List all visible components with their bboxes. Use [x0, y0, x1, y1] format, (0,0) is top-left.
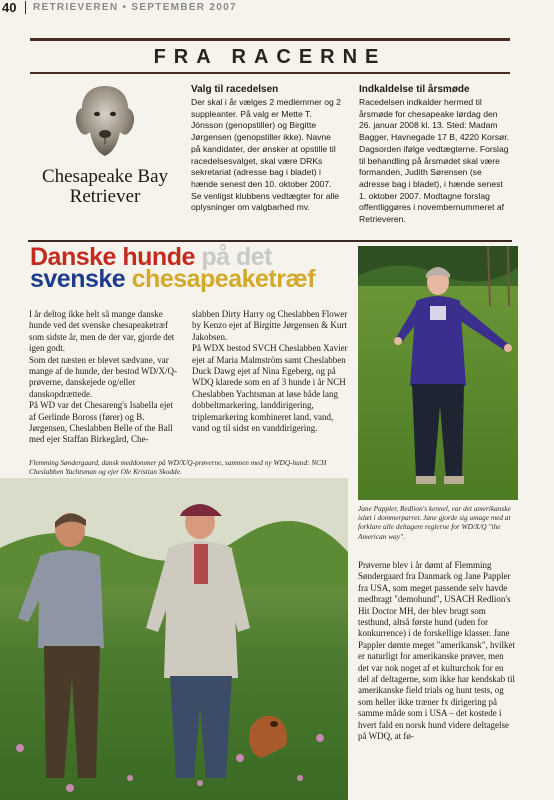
banner-top-rule — [30, 38, 510, 41]
headline-part2: på det — [194, 243, 272, 271]
breed-logo-line2: Retriever — [69, 186, 141, 207]
headline-part3: svenske — [30, 265, 126, 293]
breed-logo — [30, 82, 180, 210]
section-title: FRA RACERNE — [153, 46, 387, 68]
body-col1-para3: På WD var det Chesareng's Isabella ejet af Gerlinde Boross (fører) og B. Jørgensen, Cheslabben Belle of the Ball med ejer Staffan Birkegård, Che- — [29, 400, 173, 445]
page-number: 40 — [2, 0, 17, 15]
photo-judges-with-dog — [0, 478, 348, 800]
article-annual-meeting — [359, 84, 511, 226]
body-col1-para2: Som det næsten er blevet sædvane, var mange af de hunde, der bestod WD/X/Q-prøverne, danskejede og/eller danskopdrættede. — [29, 354, 178, 399]
body-column-2 — [192, 309, 349, 434]
article-election-heading: Valg til racedelsen — [191, 84, 279, 95]
caption-right-photo: Jane Pappler, Redlion's kennel, var det amerikanske islæt i dommerparret. Jane gjorde sig umage med at forklare alle deltagere reglerne for WD/X/Q "the American way". — [358, 504, 511, 541]
caption-bottom-photo: Flemming Søndergaard, dansk meddommer på WD/X/Q-prøverne, sammen med ny WDQ-hund: NCH Cheslabben Yachtsman og ejer Ole Kristian Skodde. — [29, 458, 327, 477]
body-column-3 — [358, 560, 516, 743]
photo-jane-pappler — [358, 246, 518, 500]
main-headline — [30, 243, 350, 293]
article-election — [191, 84, 341, 214]
article-annual-meeting-body: Racedelsen indkalder hermed til årsmøde for chesapeake lørdag den 26. januar 2008 kl. 13. Sted: Madam Bagger, Havnegade 17 B, 4220 Korsør. Dagsorden ifølge vedtægterne. Forslag til behandling på årsmødet skal være formanden, Judith Sørensen (se adresse bag i bladet), i hænde senest 1. oktober 2007. Modtagne forslag offentliggøres i novembernummeret af Retrieveren. — [359, 97, 510, 225]
header-divider — [25, 1, 26, 14]
body-column-1 — [29, 309, 180, 446]
dog-head-illustration — [70, 82, 140, 160]
headline-part1: Danske hunde — [30, 243, 195, 271]
section-separator — [28, 240, 512, 242]
body-col1-para1: I år deltog ikke helt så mange danske hunde ved det svenske chesapeaketræf som sidste år, men de der var, gjorde det igen godt. — [29, 309, 175, 354]
body-col2-para2: På WDX bestod SVCH Cheslabben Xavier ejet af Maria Malmström samt Cheslabben Duck Dawg ejet af Nina Egeberg, og på WDQ klarede som en af 3 hunde i år NCH Cheslabben Yachtsman at løse både lang dobbeltmarkering, landdirigering, triplemarkering kombineret land, vand, vand og til sidst en vanddirigering. — [192, 343, 348, 434]
headline-part4: chesapeaketræf — [125, 265, 316, 293]
running-head: RETRIEVEREN • SEPTEMBER 2007 — [33, 2, 237, 13]
article-annual-meeting-heading: Indkaldelse til årsmøde — [359, 84, 470, 95]
breed-logo-line1: Chesapeake Bay — [41, 166, 169, 187]
body-col2-para1: slabben Dirty Harry og Cheslabben Flower by Kenzo ejet af Birgitte Jørgensen & Kurt Jakobsen. — [192, 309, 348, 342]
banner-bottom-rule — [30, 72, 510, 74]
article-election-body: Der skal i år vælges 2 medlemmer og 2 suppleanter. På valg er Mette T. Jónsson (genopstiller) og Birgitte Jørgensen (genopstiller ikke). Navne på kandidater, der ønsker at opstille til racedelsesvalget, skal være DRKs sekretariat (adresse bag i bladet) i hænde senest den 10. oktober 2007. Se venligst klubbens vedtægter for alle oplysninger om valgbarhed mv. — [191, 97, 341, 213]
body-col3-para1: Prøverne blev i år dømt af Flemming Søndergaard fra Danmark og Jane Pappler fra USA, som meget passende selv havde medbragt "demohund", USACH Redlion's Hit Doctor MH, der blev brugt som testhund, altså første hund (uden for konkurrence) i de forskellige klasser. Jane Pappler dømte meget "amerikansk", hvilket er naturligt for amerikanske prøver, men det var nok noget af et kulturchok for en del af deltagerne, som ikke har kendskab til amerikanske field trials og hunt tests, og som heller ikke træner fx dirigering på samme måde som i USA – det kostede i hvert fald en norsk hund videre deltagelse på WDQ, at fø- — [358, 560, 516, 742]
